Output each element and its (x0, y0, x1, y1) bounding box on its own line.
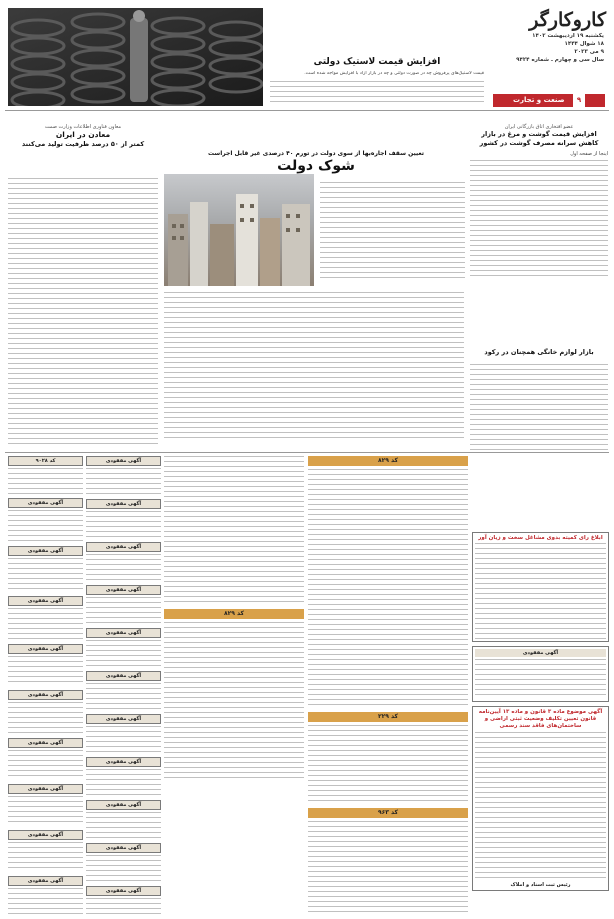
notice-box-2-title: آگهی مفقودی (475, 649, 606, 657)
center-title: شوک دولت (277, 158, 355, 174)
buildings-photo (164, 174, 314, 286)
right-title: معادن در ایران (55, 130, 111, 139)
ad-c1-0: کد ۹۰۲۸ (8, 456, 83, 466)
section-bar (493, 94, 605, 107)
left-title: افزایش قیمت گوشت و مرغ در بازار (481, 130, 597, 138)
masthead-date-gregorian: ۹ می ۲۰۲۳ (574, 49, 604, 55)
city-illustration (164, 174, 314, 286)
ad-code-b: کد ۲۲۹ (308, 712, 468, 722)
ad-c2-2: آگهی مفقودی (86, 542, 161, 552)
ads-column-3 (164, 456, 304, 916)
ad-c1-5: آگهی مفقودی (8, 690, 83, 700)
notice-box-2 (472, 646, 609, 702)
top-story-lead: قیمت لاستیک‌های پرفروش چه در صورت دولتی و چه در بازار آزاد با افزایش مواجه شده است. (304, 71, 484, 76)
appliances-title: بازار لوازم خانگی همچنان در رکود (484, 348, 594, 356)
ads-column-4 (472, 532, 609, 916)
ad-c2-6: آگهی مفقودی (86, 714, 161, 724)
ad-c2-0: آگهی مفقودی (86, 456, 161, 466)
ad-code-a: کد ۸۲۹ (164, 609, 304, 619)
masthead-logo: کاروکارگر (529, 9, 606, 31)
tires-photo (8, 8, 263, 106)
ad-c2-10: آگهی مفقودی (86, 886, 161, 896)
left-kicker: عضو افتخاری اتاق بازرگانی ایران (504, 124, 574, 130)
section-page-number: ۹ (573, 94, 585, 107)
masthead-date-persian: یکشنبه ۱۹ اردیبهشت ۱۴۰۲ (532, 33, 604, 39)
ads-column-2 (86, 456, 161, 916)
ad-c2-4: آگهی مفقودی (86, 628, 161, 638)
masthead (488, 8, 606, 64)
notice-box-1-title: ابلاغ رای کمیته بدوی مشاغل سخت و زیان آور (478, 535, 603, 541)
ad-c1-6: آگهی مفقودی (8, 738, 83, 748)
ad-c1-2: آگهی مفقودی (8, 546, 83, 556)
ads-column-3b (308, 456, 468, 916)
ads-column-1 (8, 456, 83, 916)
ad-c1-1: آگهی مفقودی (8, 498, 83, 508)
appliances-story (470, 348, 608, 362)
center-kicker: تعیین سقف اجاره‌بها از سوی دولت در تورم ۴۰ درصدی غیر قابل اجراست (207, 150, 425, 157)
ad-c2-1: آگهی مفقودی (86, 499, 161, 509)
center-story (166, 150, 466, 176)
ad-code-c: کد ۹۶۳ (308, 808, 468, 818)
ad-c2-7: آگهی مفقودی (86, 757, 161, 767)
left-subtitle: کاهش سرانه مصرف گوشت در کشور (479, 139, 599, 147)
notice-box-1 (472, 532, 609, 642)
tires-illustration (8, 8, 263, 106)
ad-c1-3: آگهی مفقودی (8, 596, 83, 606)
right-column (8, 124, 158, 174)
ad-c2-5: آگهی مفقودی (86, 671, 161, 681)
ad-code-a2: کد ۸۲۹ (308, 456, 468, 466)
notice-box-3 (472, 706, 609, 891)
ad-c1-8: آگهی مفقودی (8, 830, 83, 840)
ad-c1-9: آگهی مفقودی (8, 876, 83, 886)
right-kicker: معاون فناوری اطلاعات وزارت صمت (44, 124, 122, 130)
ad-c2-8: آگهی مفقودی (86, 800, 161, 810)
notice-box-3-title: آگهی موضوع ماده ۳ قانون و ماده ۱۳ آیین‌نامه قانون تعیین تکلیف وضعیت ثبتی اراضی و ساختمان‌های فاقد سند رسمی (478, 709, 603, 729)
left-intro: اینجا از صفحه اول (570, 151, 608, 157)
top-story-title: افزایش قیمت لاستیک دولتی (313, 57, 441, 67)
ad-c1-4: آگهی مفقودی (8, 644, 83, 654)
ad-c2-3: آگهی مفقودی (86, 585, 161, 595)
ad-c1-7: آگهی مفقودی (8, 784, 83, 794)
top-story (270, 56, 484, 106)
masthead-date-hijri: ۱۸ شوال ۱۴۴۴ (564, 41, 604, 47)
section-label: صنعت و تجارت (512, 96, 565, 104)
notice-box-3-sign: رئیس ثبت اسناد و املاک (510, 882, 571, 888)
right-subtitle: کمتر از ۵۰ درصد ظرفیت تولید می‌کنند (21, 140, 145, 148)
masthead-issue: سال سی و چهارم ـ شماره ۹۴۲۴ (516, 57, 604, 63)
ad-c2-9: آگهی مفقودی (86, 843, 161, 853)
